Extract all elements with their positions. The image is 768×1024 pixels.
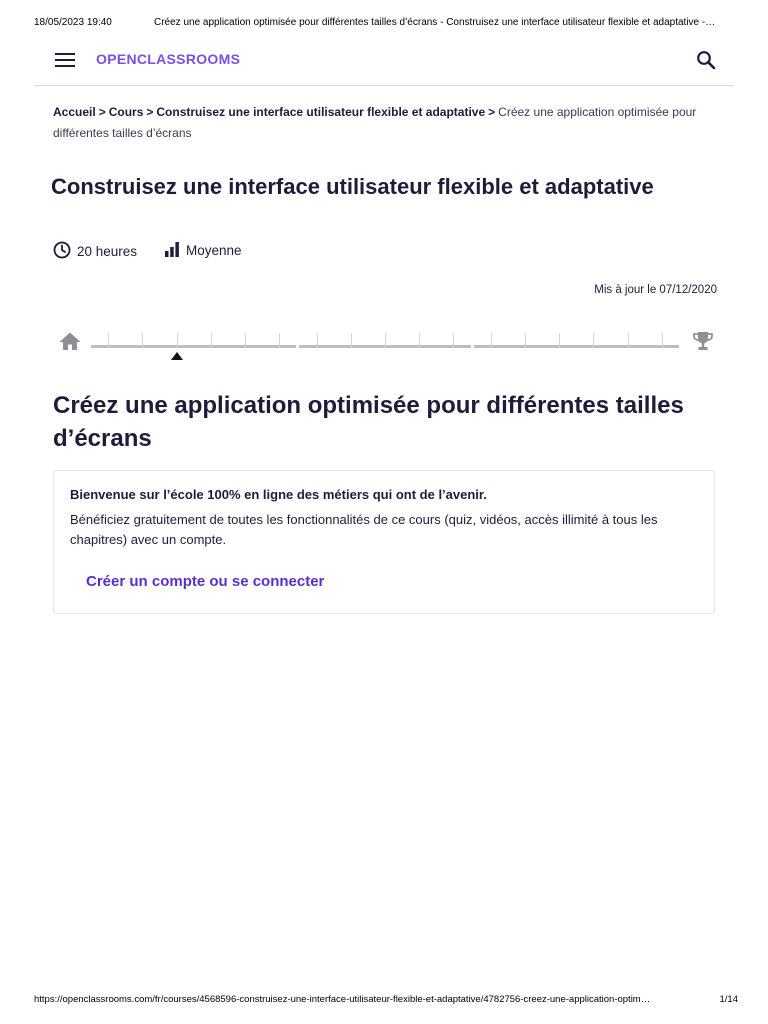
progress-step[interactable]	[525, 333, 526, 348]
breadcrumb-current-page: Créez une application optimisée pour différentes tailles d’écrans	[53, 105, 697, 140]
breadcrumb-courses-link[interactable]: Cours	[108, 105, 144, 119]
top-navigation-bar	[34, 36, 734, 86]
hamburger-menu-icon[interactable]	[55, 53, 75, 68]
course-level	[164, 241, 242, 260]
print-page-number: 1/14	[719, 994, 738, 1005]
welcome-body: Bénéficiez gratuitement de toutes les fonctionnalités de ce cours (quiz, vidéos, accès illimité à tous les chapitres) avec un compte.	[70, 512, 658, 547]
course-title: Construisez une interface utilisateur flexible et adaptative	[51, 174, 654, 199]
breadcrumb	[53, 102, 723, 144]
progress-step[interactable]	[593, 333, 594, 348]
welcome-headline: Bienvenue sur l’école 100% en ligne des métiers qui ont de l’avenir.	[70, 487, 487, 502]
print-document-title: Créez une application optimisée pour différentes tailles d’écrans - Construisez une interface utilisateur flexible et adaptative -…	[154, 17, 716, 28]
progress-step[interactable]	[662, 333, 663, 348]
breadcrumb-course-link[interactable]: Construisez une interface utilisateur flexible et adaptative	[156, 105, 486, 119]
difficulty-bars-icon	[164, 241, 180, 260]
print-date: 18/05/2023 19:40	[34, 17, 112, 28]
course-duration	[53, 241, 137, 262]
breadcrumb-separator: >	[146, 105, 154, 119]
progress-step[interactable]	[453, 333, 454, 348]
progress-step[interactable]	[317, 333, 318, 348]
print-url: https://openclassrooms.com/fr/courses/4568596-construisez-une-interface-utilisateur-flexible-et-adaptative/4782756-creez-une-application-optim…	[34, 994, 651, 1005]
progress-step[interactable]	[279, 333, 280, 348]
breadcrumb-separator: >	[98, 105, 106, 119]
progress-step[interactable]	[211, 333, 212, 348]
progress-step[interactable]	[628, 333, 629, 348]
current-step-marker	[171, 352, 183, 360]
progress-step[interactable]	[385, 333, 386, 348]
course-progress-navigator	[58, 328, 714, 362]
progress-step[interactable]	[559, 333, 560, 348]
progress-part	[91, 345, 296, 348]
progress-step[interactable]	[419, 333, 420, 348]
progress-step[interactable]	[177, 333, 178, 348]
course-level-label: Moyenne	[186, 243, 242, 258]
openclassrooms-logo[interactable]: OPENCLASSROOMS	[96, 51, 241, 67]
progress-step[interactable]	[491, 333, 492, 348]
progress-track	[91, 328, 679, 352]
last-updated-date: Mis à jour le 07/12/2020	[594, 284, 717, 296]
progress-step[interactable]	[351, 333, 352, 348]
create-account-or-login-link[interactable]: Créer un compte ou se connecter	[86, 573, 325, 590]
progress-step[interactable]	[245, 333, 246, 348]
clock-icon	[53, 241, 71, 262]
search-icon[interactable]	[696, 50, 716, 70]
course-duration-label: 20 heures	[77, 244, 138, 259]
breadcrumb-home-link[interactable]: Accueil	[53, 105, 96, 119]
progress-step[interactable]	[108, 333, 109, 348]
chapter-title: Créez une application optimisée pour différentes tailles d’écrans	[53, 392, 684, 452]
home-icon[interactable]	[58, 331, 82, 356]
breadcrumb-separator: >	[488, 105, 496, 119]
welcome-card	[53, 470, 715, 614]
progress-part	[474, 345, 679, 348]
trophy-icon	[692, 331, 714, 356]
progress-step[interactable]	[142, 333, 143, 348]
